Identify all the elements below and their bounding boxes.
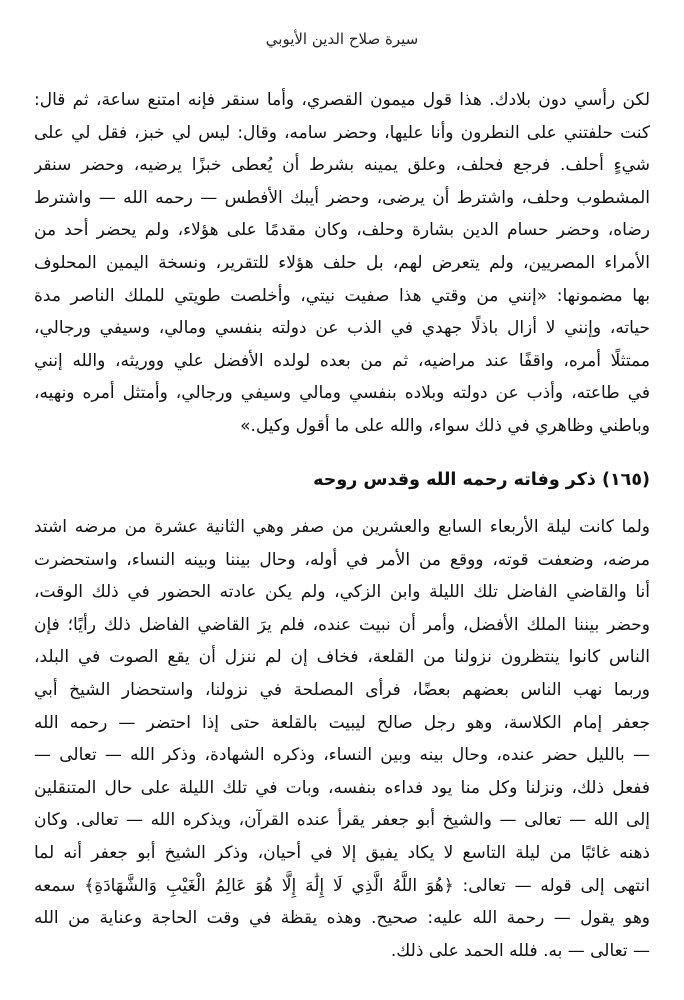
paragraph-oath [34,84,650,443]
text-line: في طاعته، وأذب عن دولته وبلاده بنفسي ومالي وسيفي ورجالي، وأمتثل أمره ونهيه، [34,383,650,404]
text-line: وباطني وظاهري في ذلك سواء، والله على ما أقول وكيل.» [240,415,650,436]
text-line: مرضه، وضعفت قوته، ووقع من الأمر في أوله، وحال بيننا وبينه النساء، واستحضرت [34,549,650,570]
text-line: المشطوب وحلف، واشترط أن يرضى، وحضر أيبك الأفطس — رحمه الله — واشترط [34,187,650,208]
text-line: رضاه، وحضر حسام الدين بشارة وحلف، وكان مقدمًا على هؤلاء، ولم يحضر أحد من [34,220,650,241]
text-line: لكن رأسي دون بلادك. هذا قول ميمون القصري، وأما سنقر فإنه امتنع ساعة، ثم قال: [34,90,650,110]
text-line: ذهنه غائبًا من ليلة التاسع لا يكاد يفيق إلا في أحيان، وذكر الشيخ أبو جعفر أنه لما [34,842,650,863]
text-line: — تعالى — به. فلله الحمد على ذلك. [390,940,650,961]
text-line: الأمراء المصريين، ولم يتعرض لهم، بل حلف هؤلاء للتقرير، ونسخة اليمين المحلوف [34,252,650,273]
text-line: ففعل ذلك، ونزلنا وكل منا يود فداءه بنفسه، وبات في تلك الليلة على حال المتنقلين [34,777,650,798]
text-line: بها مضمونها: «إنني من وقتي هذا صفيت نيتي، وأخلصت طويتي للملك الناصر مدة [34,285,650,306]
running-header: سيرة صلاح الدين الأيوبي [265,30,419,48]
text-line: ممتثلًا أمره، واقفًا عند مراضيه، ثم من بعده لولده الأفضل علي ووريثه، والله إنني [34,350,650,371]
text-line: — بالليل حضر عنده، وحال بينه وبين النساء، وذكره الشهادة، وذكر الله — تعالى — [34,745,650,766]
text-line: وربما نهب الناس بعضهم بعضًا، فرأى المصلحة في نزولنا، واستحضار الشيخ أبي [34,679,650,700]
section-heading: (١٦٥) ذكر وفاته رحمه الله وقدس روحه [313,470,650,490]
paragraph-death [34,511,650,967]
text-line: أنا والقاضي الفاضل تلك الليلة وابن الزكي، ولم يكن عادته الحضور في ذلك الوقت، [34,582,650,603]
text-line: الناس كانوا ينتظرون نزولنا من القلعة، فخاف إن لم ننزل أن يقع الصوت في البلد، [34,647,650,668]
text-line: شيءٍ أحلف. فرجع فحلف، وعلق يمينه بشرط أن يُعطى خبزًا يرضيه، وحضر سنقر [34,155,650,176]
text-line: ولما كانت ليلة الأربعاء السابع والعشرين من صفر وهي الثانية عشرة من مرضه اشتد [34,517,650,537]
text-line: إلى الله — تعالى — والشيخ أبو جعفر يقرأ عنده القرآن، ويذكره الله — تعالى. وكان [34,810,650,831]
text-line: جعفر إمام الكلاسة، وهو رجل صالح ليبيت بالقلعة حتى إذا احتضر — رحمه الله [34,712,650,733]
text-line: كنت حلفتني على النطرون وأنا عليها، وحضر سامه، وقال: ليس لي خبز، فقل لي على [34,122,650,143]
text-line: وحضر بيننا الملك الأفضل، وأمر أن نبيت عنده، فلم يرَ القاضي الفاضل ذلك رأيًا؛ فإن [34,614,650,635]
text-line: انتهى إلى قوله — تعالى: ﴿هُوَ اللَّهُ الَّذِي لَا إِلَٰهَ إِلَّا هُوَ عَالِمُ الْغَيْبِ وَالشَّهَادَةِ﴾ سمعه [34,875,650,896]
text-line: وهو يقول — رحمة الله عليه: صحيح. وهذه يقظة في وقت الحاجة وعناية من الله [34,908,650,929]
text-line: حياته، وإنني لا أزال باذلًا جهدي في الذب عن دولته بنفسي ومالي، وسيفي ورجالي، [34,318,650,339]
